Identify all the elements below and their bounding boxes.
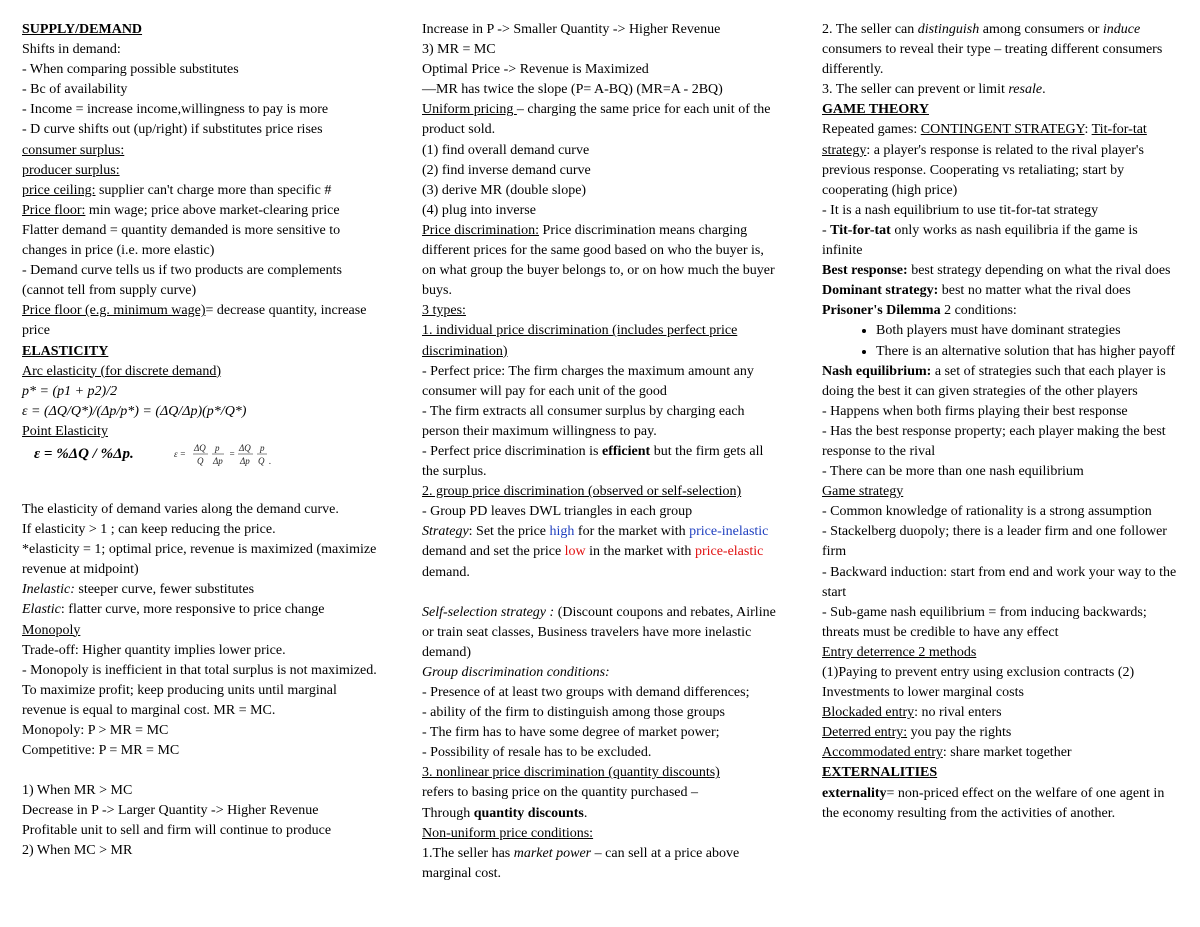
text-line: - Happens when both firms playing their best response (822, 403, 1128, 419)
highlight-low: low (564, 544, 586, 560)
term-price-floor: Price floor: (22, 202, 86, 218)
term-prisoners-dilemma: Prisoner's Dilemma (822, 303, 941, 319)
svg-text:Δp: Δp (213, 455, 223, 466)
definition: steeper curve, fewer substitutes (74, 582, 255, 598)
heading-non-uniform-conditions: Non-uniform price conditions: (422, 825, 594, 841)
definition: (Discount coupons and rebates, Airline or train seat classes, Business travelers have more inelastic demand) (422, 604, 776, 660)
text-fragment: - (822, 222, 831, 238)
formula-midpoint: p* = (p1 + p2)/2 (22, 383, 118, 399)
term-best-response: Best response: (822, 263, 908, 279)
text-para (822, 362, 1180, 402)
text-para (422, 844, 777, 884)
svg-text:ε =: ε = (174, 448, 186, 459)
text-para: *elasticity = 1; optimal price, revenue is maximized (maximize revenue at midpoint) (22, 542, 377, 578)
term-accommodated-entry: Accommodated entry (822, 745, 943, 761)
heading-monopoly: Monopoly (22, 622, 81, 638)
text-line: —MR has twice the slope (P= A-BQ) (MR=A - 2BQ) (422, 82, 723, 98)
point-elasticity-formula (22, 442, 377, 500)
highlight-price-inelastic: price-inelastic (689, 524, 769, 540)
text-para: - Backward induction: start from end and work your way to the start (822, 564, 1177, 600)
definition: : flatter curve, more responsive to price change (60, 602, 325, 618)
spacer (422, 583, 777, 603)
highlight-price-elastic: price-elastic (694, 544, 764, 560)
text-para: - Has the best response property; each player making the best response to the rival (822, 423, 1166, 459)
text-line: Trade-off: Higher quantity implies lower price. (22, 642, 286, 658)
text-fragment: for the market with (574, 524, 690, 540)
term-price-discrimination: Price discrimination: (422, 222, 540, 238)
list-item: • Both players must have dominant strategies (876, 321, 1180, 341)
heading-game-theory: GAME THEORY (822, 102, 929, 118)
text-fragment: Repeated games: (822, 122, 921, 138)
term-resale: resale (1008, 82, 1043, 98)
text-para (822, 784, 1180, 824)
list-item: • There is an alternative solution that has higher payoff (876, 342, 1180, 362)
prisoners-dilemma-conditions (822, 321, 1180, 361)
svg-text:Q: Q (258, 455, 265, 466)
term-self-selection: Self-selection strategy : (422, 604, 555, 620)
term-elastic: Elastic (22, 602, 61, 618)
term-nash-equilibrium: Nash equilibrium: (822, 363, 932, 379)
term-dominant-strategy: Dominant strategy: (822, 283, 939, 299)
definition: – charging the same price for each unit of the product sold. (422, 102, 771, 138)
term-market-power: market power (513, 845, 592, 861)
svg-text:ΔQ: ΔQ (239, 442, 251, 453)
term-induce: induce (1102, 22, 1141, 37)
text-para: - The firm extracts all consumer surplus by charging each person their maximum willingness to pay. (422, 403, 745, 439)
text-line: 1) When MR > MC (22, 783, 133, 799)
term-tit-for-tat-bold: Tit-for-tat (830, 222, 891, 238)
text-line: - Income = increase income,willingness to pay is more (22, 102, 329, 118)
text-line: 3) MR = MC (422, 42, 496, 58)
formula-main: ε = %ΔQ / %Δp. (34, 445, 134, 462)
text-para: Flatter demand = quantity demanded is more sensitive to changes in price (i.e. more elastic) (22, 222, 341, 259)
heading-entry-deterrence: Entry deterrence 2 methods (822, 644, 977, 660)
heading-group-conditions: Group discrimination conditions: (422, 664, 610, 680)
text-fragment: : Set the price (468, 524, 550, 540)
svg-text:.: . (269, 455, 272, 466)
text-fragment: demand and set the price (422, 544, 565, 560)
text-para (422, 442, 777, 482)
heading-externalities: EXTERNALITIES (822, 765, 938, 781)
text-para: - Perfect price: The firm charges the maximum amount any consumer will pay for each unit of the good (422, 363, 754, 399)
highlight-high: high (549, 524, 575, 540)
text-fragment: - Perfect price discrimination is (422, 443, 602, 459)
term-3-types: 3 types: (422, 303, 466, 319)
svg-text:p: p (215, 442, 220, 453)
text-line: (3) derive MR (double slope) (422, 182, 587, 198)
text-para (822, 120, 1180, 200)
text-para: - Demand curve tells us if two products are complements (cannot tell from supply curve) (22, 263, 342, 299)
text-fragment: but the firm gets all the surplus. (422, 443, 764, 480)
text-para (822, 221, 1180, 261)
text-fragment: 2. The seller can (822, 22, 918, 37)
heading-supply-demand: SUPPLY/DEMAND (22, 22, 143, 37)
text-line: Profitable unit to sell and firm will continue to produce (22, 823, 332, 839)
text-line (822, 703, 1180, 723)
text-line (22, 181, 377, 201)
svg-text:p: p (260, 442, 265, 453)
text-line: - When comparing possible substitutes (22, 62, 239, 78)
column-2 (422, 20, 777, 884)
definition: : a player's response is related to the rival player's previous response. Cooperating vs retaliating; start by cooperating (high price) (822, 142, 1144, 198)
text-fragment: Through (422, 805, 474, 821)
text-para: - Common knowledge of rationality is a strong assumption (822, 504, 1152, 520)
heading-game-strategy: Game strategy (822, 484, 904, 500)
text-fragment: demand. (422, 564, 470, 580)
term-price-ceiling: price ceiling: (22, 182, 96, 198)
term-arc-elasticity: Arc elasticity (for discrete demand) (22, 363, 222, 379)
definition: supplier can't charge more than specific # (95, 182, 332, 198)
text-line: Competitive: P = MR = MC (22, 743, 180, 759)
text-line: (4) plug into inverse (422, 202, 536, 218)
text-line (22, 600, 377, 620)
text-line: - D curve shifts out (up/right) if substitutes price rises (22, 122, 323, 138)
text-para: - Sub-game nash equilibrium = from inducing backwards; threats must be credible to have any effect (822, 604, 1147, 640)
heading-elasticity: ELASTICITY (22, 343, 109, 359)
heading-group-pd: 2. group price discrimination (observed or self-selection) (422, 484, 742, 500)
text-para (422, 100, 777, 140)
heading-nonlinear-pd: 3. nonlinear price discrimination (quantity discounts) (422, 765, 720, 781)
term-externality: externality (822, 785, 887, 801)
text-line (22, 201, 377, 221)
text-line (422, 804, 777, 824)
text-fragment: . (1042, 82, 1046, 98)
term-inelastic: Inelastic: (22, 582, 75, 598)
formula-derivative-image (174, 440, 284, 470)
definition: min wage; price above market-clearing price (85, 202, 340, 218)
text-para: - Stackelberg duopoly; there is a leader firm and one follower firm (822, 524, 1167, 560)
term-uniform-pricing: Uniform pricing (422, 102, 517, 118)
text-line: Monopoly: P > MR = MC (22, 723, 169, 738)
text-line (822, 743, 1180, 763)
text-line: (2) find inverse demand curve (422, 162, 591, 178)
heading-individual-pd: 1. individual price discrimination (includes perfect price discrimination) (422, 323, 738, 359)
text-para: - Monopoly is inefficient in that total surplus is not maximized. (22, 662, 377, 678)
term-point-elasticity: Point Elasticity (22, 423, 108, 439)
text-line: Shifts in demand: (22, 42, 121, 58)
definition: : share market together (942, 745, 1072, 761)
formula-arc: ε = (ΔQ/Q*)/(Δp/p*) = (ΔQ/Δp)(p*/Q*) (22, 403, 247, 419)
text-fragment: 3. The seller can prevent or limit (822, 82, 1009, 98)
column-3 (822, 20, 1180, 824)
text-line: Increase in P -> Smaller Quantity -> Higher Revenue (422, 22, 721, 37)
definition: : no rival enters (914, 705, 1002, 721)
text-line: 2) When MC > MR (22, 843, 133, 859)
text-para: To maximize profit; keep producing units until marginal revenue is equal to marginal cost. MR = MC. (22, 682, 337, 718)
svg-text:=: = (229, 448, 236, 459)
text-line: The elasticity of demand varies along the demand curve. (22, 501, 339, 517)
text-para: (1)Paying to prevent entry using exclusion contracts (2) Investments to lower marginal costs (822, 665, 1135, 701)
text-line: Decrease in P -> Larger Quantity -> Higher Revenue (22, 803, 319, 819)
text-para (22, 301, 377, 341)
term-consumer-surplus: consumer surplus: (22, 142, 125, 158)
term-strategy: Strategy (422, 524, 469, 540)
definition: best strategy depending on what the rival does (907, 263, 1171, 279)
text-line: - Bc of availability (22, 82, 128, 98)
svg-text:ΔQ: ΔQ (194, 442, 206, 453)
definition: best no matter what the rival does (938, 283, 1131, 299)
definition: you pay the rights (907, 725, 1012, 741)
column-1 (22, 20, 377, 862)
text-para (422, 603, 777, 663)
text-line: - Group PD leaves DWL triangles in each group (422, 504, 693, 520)
text-line: - The firm has to have some degree of market power; (422, 725, 720, 741)
definition: = non-priced effect on the welfare of one agent in the economy resulting from the activities of another. (822, 785, 1165, 821)
spacer (22, 761, 377, 781)
text-fragment: . (583, 805, 588, 821)
term-price-floor-min-wage: Price floor (e.g. minimum wage) (22, 303, 206, 319)
text-para (422, 221, 777, 301)
text-para (822, 20, 1180, 80)
term-deterred-entry: Deterred entry: (822, 725, 908, 741)
text-line (822, 301, 1180, 321)
text-line: Optimal Price -> Revenue is Maximized (422, 62, 649, 78)
text-fragment: : (1084, 122, 1092, 138)
term-tit-for-tat: Tit-for-tat strategy (822, 122, 1147, 158)
svg-text:Δp: Δp (240, 455, 250, 466)
term-distinguish: distinguish (917, 22, 980, 37)
definition: = decrease quantity, increase price (22, 303, 367, 339)
text-line: - ability of the firm to distinguish among those groups (422, 705, 725, 721)
text-line: - Possibility of resale has to be excluded. (422, 745, 652, 761)
definition: a set of strategies such that each player is doing the best it can given strategies of the other players (822, 363, 1166, 399)
text-line (22, 580, 377, 600)
term-producer-surplus: producer surplus: (22, 162, 120, 178)
text-line: - It is a nash equilibrium to use tit-for-tat strategy (822, 202, 1099, 218)
text-fragment: only works as nash equilibria if the game is infinite (822, 222, 1138, 259)
term-contingent-strategy: CONTINGENT STRATEGY (920, 122, 1085, 138)
text-fragment: among consumers or (979, 22, 1103, 37)
term-blockaded-entry: Blockaded entry (822, 705, 915, 721)
text-line (822, 281, 1180, 301)
text-fragment: 1.The seller has (422, 845, 514, 861)
term-efficient: efficient (602, 443, 651, 459)
text-line: - Presence of at least two groups with demand differences; (422, 685, 750, 700)
text-line: (1) find overall demand curve (422, 142, 590, 158)
text-fragment: consumers to reveal their type – treating different consumers differently. (822, 42, 1163, 78)
text-fragment: – can sell at a price above marginal cost. (422, 845, 740, 881)
term-quantity-discounts: quantity discounts (473, 805, 584, 821)
definition: Price discrimination means charging different prices for the same good based on who the buyer is, on what group the buyer belongs to, or on how much the buyer buys. (422, 222, 775, 299)
text-fragment: in the market with (585, 544, 695, 560)
text-line: refers to basing price on the quantity purchased – (422, 785, 699, 801)
text-line: - There can be more than one nash equilibrium (822, 464, 1084, 480)
text-line: If elasticity > 1 ; can keep reducing the price. (22, 522, 276, 538)
text-para (822, 261, 1180, 281)
text-line (822, 723, 1180, 743)
definition: 2 conditions: (940, 303, 1017, 319)
text-line (822, 80, 1180, 100)
strategy-para (422, 522, 777, 582)
svg-text:Q: Q (197, 455, 204, 466)
